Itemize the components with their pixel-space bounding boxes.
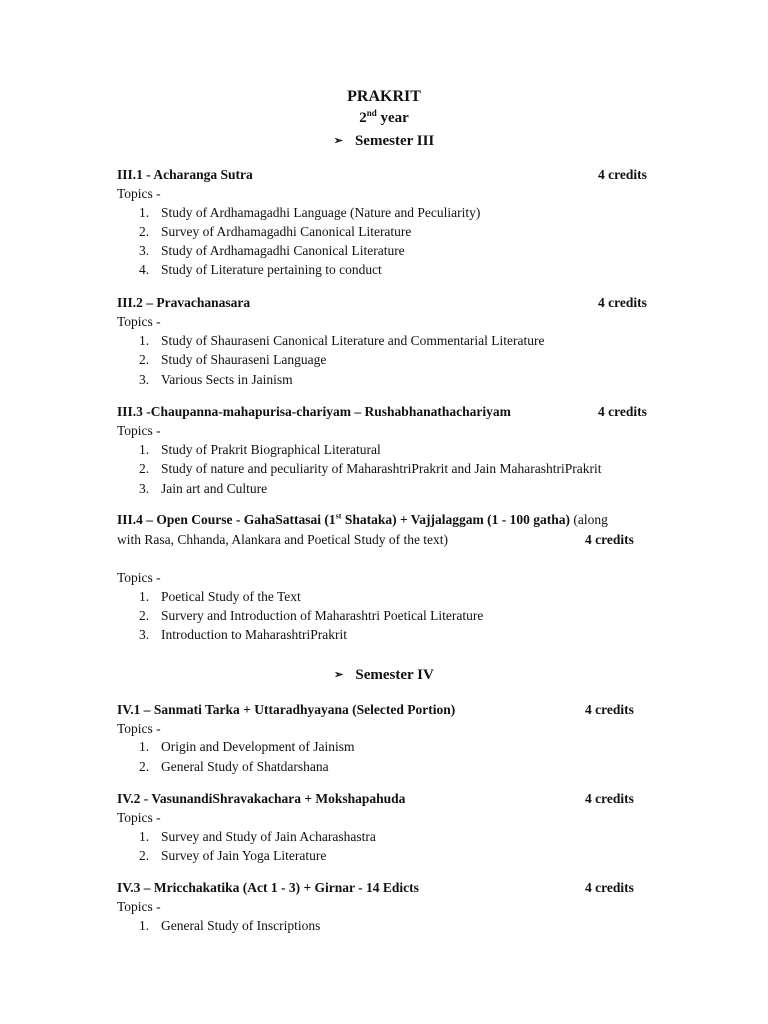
- course-heading: III.2 – Pravachanasara: [117, 295, 251, 310]
- course-credits: 4 credits: [585, 880, 634, 895]
- topics-label: Topics -: [117, 186, 161, 201]
- topics-label: Topics -: [117, 570, 161, 585]
- list-item: 3. Jain art and Culture: [139, 481, 268, 496]
- list-item: 1. General Study of Inscriptions: [139, 918, 321, 933]
- list-item: 4. Study of Literature pertaining to conduct: [139, 262, 382, 277]
- topics-label: Topics -: [117, 423, 161, 438]
- list-item: 1. Poetical Study of the Text: [139, 589, 301, 604]
- semester-iii-heading: ➢ Semester III: [333, 133, 435, 149]
- arrow-bullet-icon: ➢: [333, 135, 343, 147]
- course-heading: IV.1 – Sanmati Tarka + Uttaradhyayana (Selected Portion): [117, 702, 456, 717]
- list-item: 2. Study of Shauraseni Language: [139, 352, 327, 367]
- page-title: PRAKRIT: [347, 88, 421, 105]
- year-heading: 2nd year: [359, 108, 409, 126]
- list-item: 2. Survey of Jain Yoga Literature: [139, 848, 327, 863]
- list-item: 1. Study of Shauraseni Canonical Literature and Commentarial Literature: [139, 333, 545, 348]
- list-item: 1. Survey and Study of Jain Acharashastra: [139, 829, 376, 844]
- course-credits: 4 credits: [585, 532, 634, 547]
- topics-label: Topics -: [117, 810, 161, 825]
- list-item: 1. Study of Prakrit Biographical Literatural: [139, 442, 381, 457]
- list-item: 3. Study of Ardhamagadhi Canonical Literature: [139, 243, 405, 258]
- list-item: 2. Survery and Introduction of Maharashtri Poetical Literature: [139, 608, 484, 623]
- course-credits: 4 credits: [598, 167, 647, 182]
- list-item: 3. Various Sects in Jainism: [139, 372, 293, 387]
- course-credits: 4 credits: [598, 295, 647, 310]
- semester-iv-heading: ➢ Semester IV: [334, 667, 434, 683]
- list-item: 1. Origin and Development of Jainism: [139, 739, 355, 754]
- list-item: 2. Survey of Ardhamagadhi Canonical Literature: [139, 224, 412, 239]
- course-credits: 4 credits: [585, 702, 634, 717]
- list-item: 2. General Study of Shatdarshana: [139, 759, 329, 774]
- course-credits: 4 credits: [598, 404, 647, 419]
- topics-label: Topics -: [117, 899, 161, 914]
- course-heading: IV.3 – Mricchakatika (Act 1 - 3) + Girnar - 14 Edicts: [117, 880, 419, 895]
- topics-label: Topics -: [117, 314, 161, 329]
- course-heading-continued: with Rasa, Chhanda, Alankara and Poetical Study of the text): [117, 532, 449, 547]
- course-heading: III.4 – Open Course - GahaSattasai (1st Shataka) + Vajjalaggam (1 - 100 gatha) (along: [117, 511, 608, 527]
- list-item: 2. Study of nature and peculiarity of MaharashtriPrakrit and Jain MaharashtriPrakrit: [139, 461, 602, 476]
- course-heading: III.3 -Chaupanna-mahapurisa-chariyam – Rushabhanathachariyam: [117, 404, 511, 419]
- topics-label: Topics -: [117, 721, 161, 736]
- course-credits: 4 credits: [585, 791, 634, 806]
- list-item: 1. Study of Ardhamagadhi Language (Nature and Peculiarity): [139, 205, 481, 220]
- arrow-bullet-icon: ➢: [334, 669, 344, 681]
- course-heading: III.1 - Acharanga Sutra: [117, 167, 253, 182]
- list-item: 3. Introduction to MaharashtriPrakrit: [139, 627, 347, 642]
- course-heading: IV.2 - VasunandiShravakachara + Mokshapahuda: [117, 791, 406, 806]
